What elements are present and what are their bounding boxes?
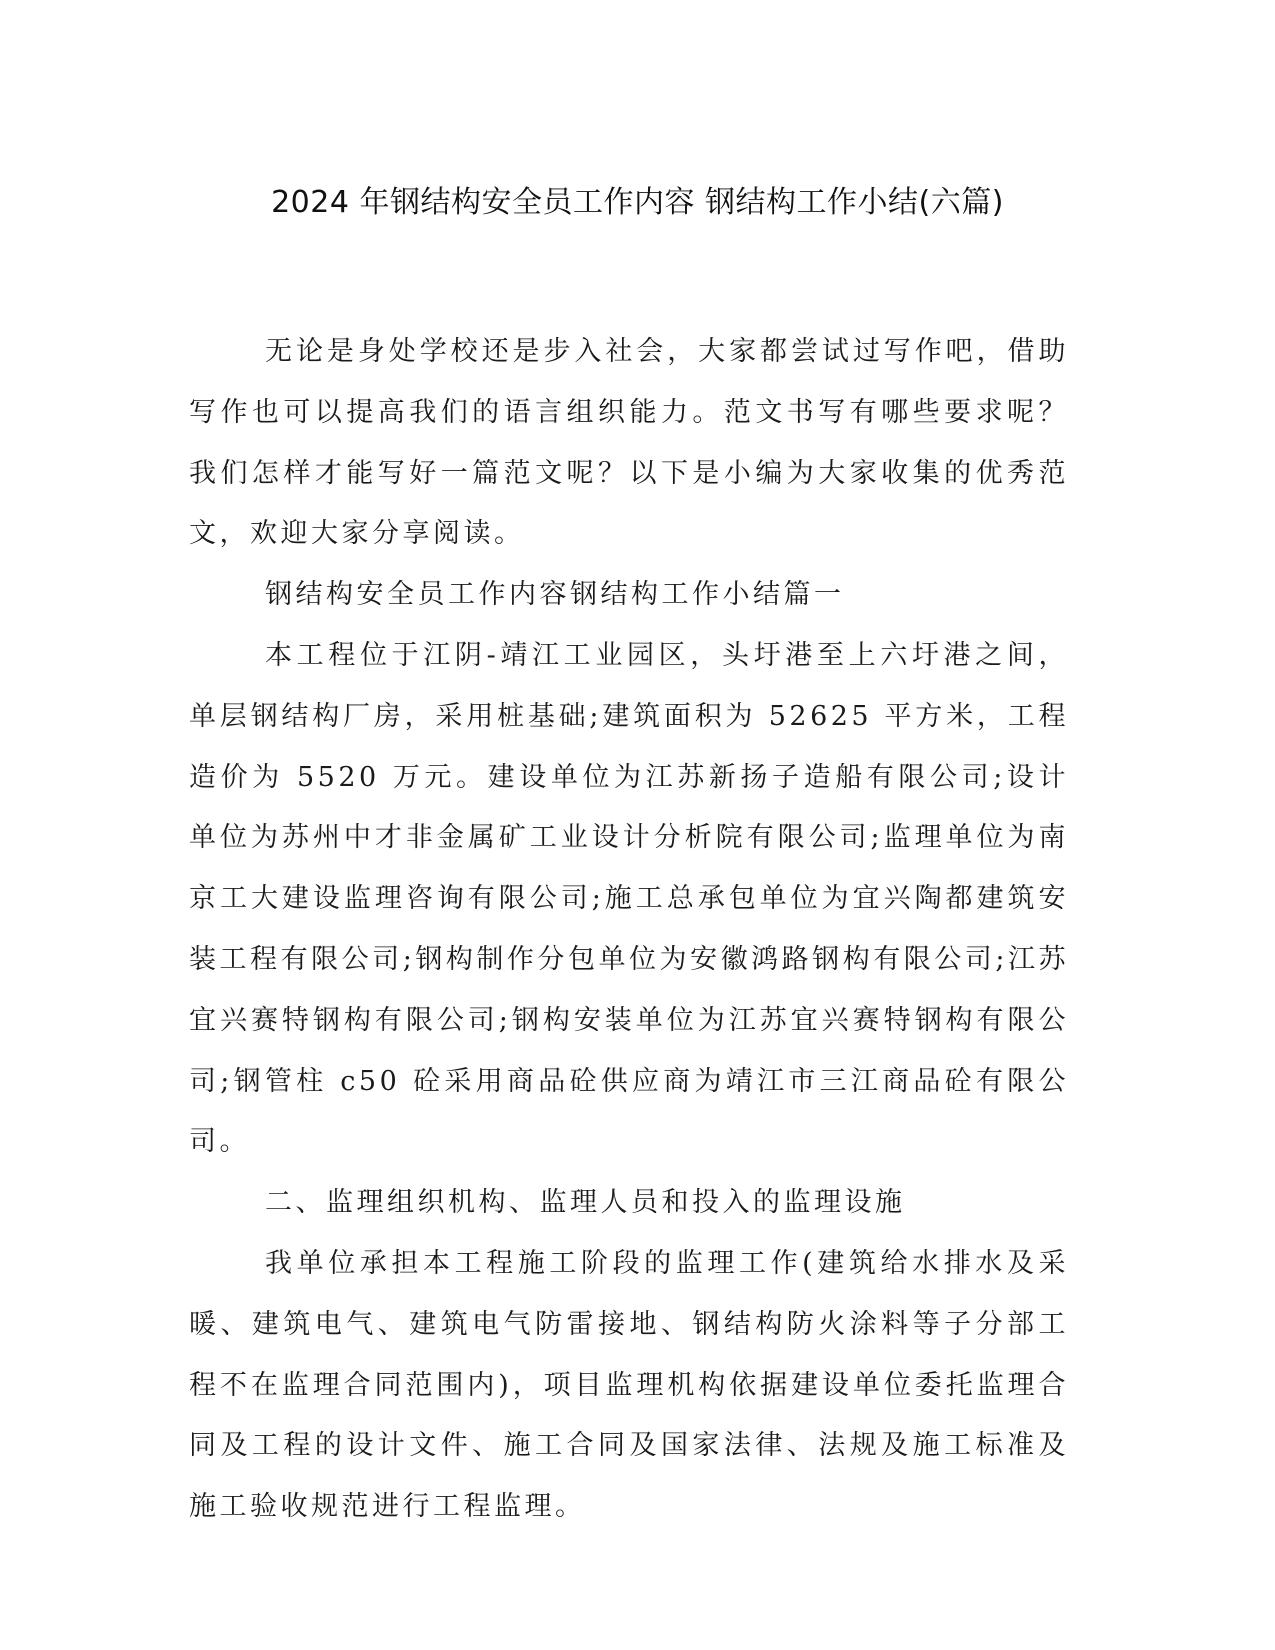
section-heading: 钢结构安全员工作内容钢结构工作小结篇一 [265,579,845,611]
supervision-scope-paragraph: 我单位承担本工程施工阶段的监理工作(建筑给水排水及采暖、建筑电气、建筑电气防雷接地、钢结构防火涂料等子分部工程不在监理合同范围内)，项目监理机构依据建设单位委托监理合同及工程的设计文件、施工合同及国家法律、法规及施工标准及施工验收规范进行工程监理。 [189,1247,1069,1523]
intro-paragraph: 无论是身处学校还是步入社会，大家都尝试过写作吧，借助写作也可以提高我们的语言组织能力。范文书写有哪些要求呢？我们怎样才能写好一篇范文呢？以下是小编为大家收集的优秀范文，欢迎大家分享阅读。 [189,336,1069,550]
subsection-heading: 二、监理组织机构、监理人员和投入的监理设施 [265,1187,906,1219]
project-overview-paragraph: 本工程位于江阴-靖江工业园区，头圩港至上六圩港之间，单层钢结构厂房，采用桩基础;建筑面积为 52625 平方米，工程造价为 5520 万元。建设单位为江苏新扬子造船有限公司;设计单位为苏州中才非金属矿工业设计分析院有限公司;监理单位为南京工大建设监理咨询有限公司;施工总承包单位为宜兴陶都建筑安装工程有限公司;钢构制作分包单位为安徽鸿路钢构有限公司;江苏宜兴赛特钢构有限公司;钢构安装单位为江苏宜兴赛特钢构有限公司;钢管柱 c50 砼采用商品砼供应商为靖江市三江商品砼有限公司。 [189,639,1069,1158]
document-body [189,322,1069,1538]
document-title: 2024 年钢结构安全员工作内容 钢结构工作小结(六篇) [271,185,1004,220]
